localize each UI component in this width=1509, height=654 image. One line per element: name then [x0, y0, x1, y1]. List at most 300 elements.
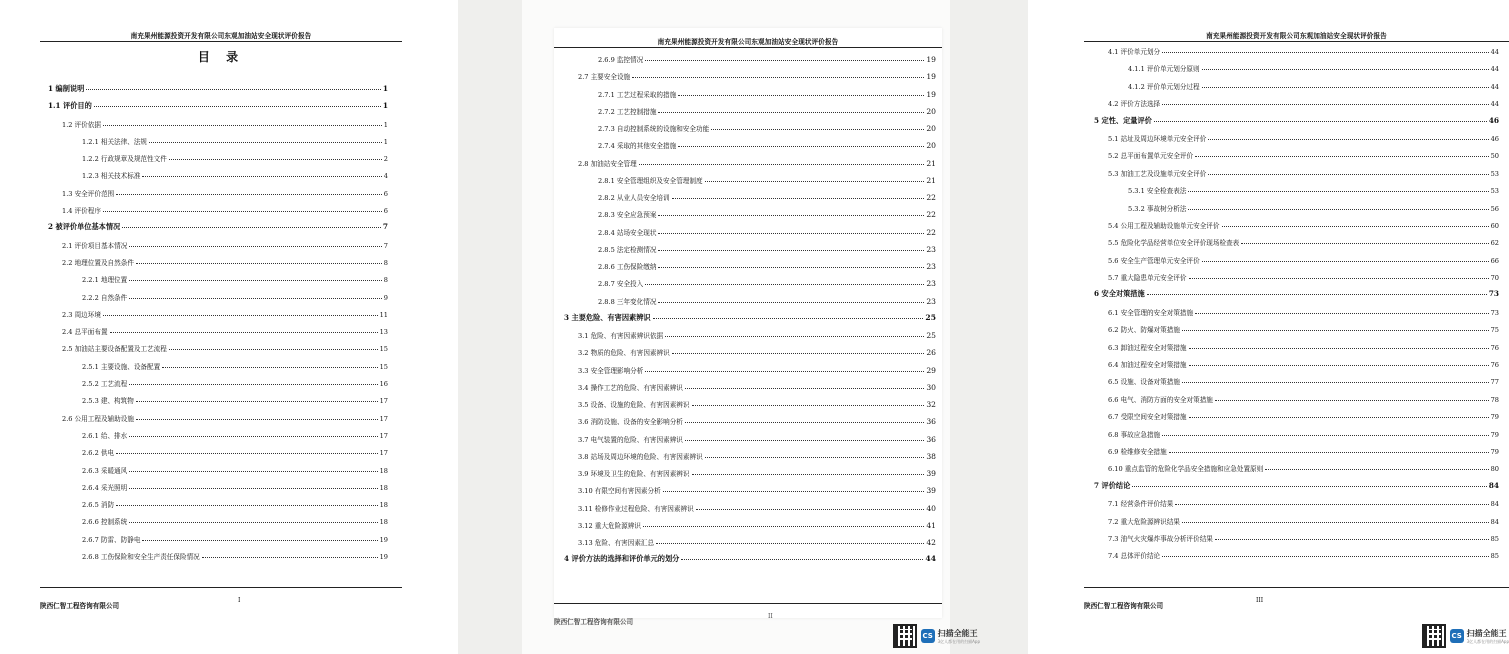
toc-leader-dots [663, 491, 925, 492]
toc-entry-label: 3.12 重大危险源辨识 [578, 521, 641, 530]
toc-list [564, 54, 936, 572]
toc-entry-label: 2.8.1 安全管理组织及安全管理制度 [598, 176, 703, 185]
toc-entry [564, 503, 936, 520]
toc-entry [564, 399, 936, 416]
toc-leader-dots [1202, 87, 1489, 88]
toc-entry [1094, 359, 1499, 376]
toc-entry [1094, 255, 1499, 272]
toc-entry [1094, 550, 1499, 567]
toc-entry-label: 2 被评价单位基本情况 [48, 222, 121, 232]
toc-leader-dots [116, 453, 378, 454]
toc-leader-dots [103, 315, 378, 316]
toc-leader-dots [142, 176, 381, 177]
toc-entry-label: 4.2 评价方法选择 [1108, 100, 1161, 109]
toc-entry-label: 2.5 加油站主要设备配置及工艺流程 [62, 345, 167, 354]
toc-entry [564, 123, 936, 140]
watermark-name: 扫描全能王 [937, 628, 978, 638]
header-rule [554, 47, 942, 48]
toc-entry-label: 6 安全对策措施 [1094, 289, 1145, 299]
toc-entry [564, 175, 936, 192]
toc-entry-label: 1.3 安全评价范围 [62, 189, 115, 198]
toc-entry-page: 70 [1490, 274, 1499, 283]
toc-entry [1094, 168, 1499, 185]
toc-entry [48, 205, 388, 222]
toc-entry [564, 330, 936, 347]
toc-leader-dots [129, 436, 377, 437]
toc-entry-label: 2.8.3 安全应急预案 [598, 211, 657, 220]
toc-entry [564, 434, 936, 451]
toc-leader-dots [1215, 400, 1489, 401]
toc-entry [1094, 220, 1499, 237]
toc-leader-dots [711, 129, 924, 130]
toc-entry-page: 15 [379, 362, 388, 371]
toc-entry [1094, 516, 1499, 533]
toc-entry-label: 6.9 检维修安全措施 [1108, 447, 1167, 456]
toc-leader-dots [705, 181, 925, 182]
page-sheet [40, 22, 402, 614]
toc-entry-page: 73 [1490, 308, 1499, 317]
toc-entry-label: 2.8.5 法定检测情况 [598, 245, 657, 254]
toc-entry-label: 2.7.3 自动控制系统的设施和安全功能 [598, 125, 710, 133]
toc-entry-label: 5.5 危险化学品经营单位安全评价现场检查表 [1108, 239, 1240, 248]
toc-entry [564, 365, 936, 382]
toc-entry-label: 4 评价方法的选择和评价单元的划分 [564, 554, 680, 564]
toc-entry [48, 395, 388, 412]
toc-leader-dots [1162, 104, 1488, 105]
toc-entry-label: 6.1 安全管理的安全对策措施 [1108, 308, 1194, 317]
toc-entry-page: 26 [926, 348, 936, 358]
toc-entry-page: 1 [383, 120, 388, 129]
toc-entry-page: 19 [926, 89, 936, 99]
toc-entry-label: 3.8 站场及周边环境的危险、有害因素辨识 [578, 452, 703, 461]
qr-code-icon [893, 624, 917, 648]
watermark-slogan: 3亿人都在用的扫描App [1466, 638, 1509, 644]
toc-entry-label: 5.3.2 事故树分析法 [1128, 204, 1187, 213]
toc-entry-page: 30 [926, 382, 936, 392]
toc-entry-label: 4.1.1 评价单元划分原则 [1128, 65, 1200, 74]
toc-entry-page: 53 [1490, 187, 1499, 196]
toc-entry [48, 499, 388, 516]
toc-leader-dots [129, 298, 382, 299]
watermark-text [938, 628, 980, 645]
toc-entry [564, 554, 936, 571]
toc-leader-dots [1162, 435, 1488, 436]
toc-leader-dots [1195, 156, 1488, 157]
toc-entry-label: 2.7 主要安全设施 [578, 73, 631, 82]
toc-leader-dots [632, 77, 924, 78]
toc-entry-label: 1 编制说明 [48, 84, 85, 93]
toc-entry [564, 520, 936, 537]
toc-leader-dots [658, 233, 924, 234]
toc-entry [1094, 289, 1499, 306]
toc-leader-dots [129, 471, 377, 472]
toc-entry-page: 8 [383, 258, 388, 267]
camscanner-logo-icon: CS [921, 629, 935, 643]
toc-leader-dots [1147, 294, 1487, 295]
toc-entry-page: 2 [383, 155, 388, 164]
toc-entry [564, 244, 936, 261]
toc-entry [1094, 324, 1499, 341]
toc-title: 目 录 [197, 50, 245, 64]
toc-entry-page: 53 [1490, 169, 1499, 178]
toc-entry-page: 1 [383, 137, 388, 146]
toc-entry-page: 19 [379, 553, 388, 562]
watermark-name: 扫描全能王 [1466, 628, 1507, 638]
toc-entry [1094, 98, 1499, 115]
toc-entry-page: 79 [1490, 430, 1499, 439]
toc-entry [48, 516, 388, 533]
toc-entry [1094, 203, 1499, 220]
toc-entry-label: 1.2 评价依据 [62, 120, 101, 129]
toc-entry [1094, 481, 1499, 498]
toc-entry [564, 71, 936, 88]
toc-entry-label: 2.6.4 采光照明 [82, 483, 128, 492]
toc-entry-label: 3.5 设备、设施的危险、有害因素辨识 [578, 401, 690, 409]
toc-leader-dots [705, 457, 925, 458]
toc-entry [1094, 342, 1499, 359]
toc-leader-dots [1195, 313, 1488, 314]
toc-leader-dots [1265, 469, 1488, 470]
toc-entry-page: 19 [379, 535, 388, 544]
toc-leader-dots [1202, 261, 1489, 262]
toc-entry-label: 2.3 周边环境 [62, 310, 101, 319]
toc-entry-page: 44 [1490, 65, 1499, 74]
toc-entry-label: 3.11 检修作业过程危险、有害因素辨识 [578, 504, 694, 513]
footer-company: 陕西仁智工程咨询有限公司 [554, 618, 634, 626]
toc-entry-page: 18 [379, 518, 388, 527]
toc-entry-page: 18 [379, 501, 388, 510]
toc-entry-label: 2.6 公用工程及辅助设施 [62, 414, 134, 423]
toc-entry-page: 46 [1488, 115, 1499, 125]
toc-entry-page: 7 [382, 222, 388, 232]
toc-entry-label: 2.5.2 工艺流程 [82, 380, 128, 389]
toc-leader-dots [645, 60, 924, 61]
toc-entry-label: 2.6.9 监控情况 [598, 56, 644, 64]
toc-entry-page: 23 [926, 262, 936, 271]
footer-company: 陕西仁智工程咨询有限公司 [40, 602, 120, 610]
toc-entry [48, 326, 388, 343]
footer-page-number: III [1256, 597, 1264, 604]
toc-entry-label: 2.2 地理位置及自然条件 [62, 258, 134, 267]
toc-leader-dots [658, 250, 924, 251]
toc-entry-page: 73 [1488, 289, 1499, 299]
toc-entry-page: 13 [379, 328, 388, 337]
toc-entry [1094, 116, 1499, 133]
toc-leader-dots [1182, 382, 1489, 383]
toc-entry-page: 44 [1490, 48, 1499, 56]
toc-entry-page: 18 [379, 483, 388, 492]
toc-entry [1094, 150, 1499, 167]
running-header: 南充果州能源投资开发有限公司东观加油站安全现状评价报告 [657, 38, 839, 46]
toc-entry [48, 361, 388, 378]
toc-entry-label: 2.2.1 地理位置 [82, 276, 128, 285]
toc-entry-page: 23 [926, 244, 936, 254]
watermark-slogan: 3亿人都在用的扫描App [937, 638, 980, 644]
gutter [458, 0, 522, 654]
toc-entry-page: 85 [1490, 552, 1499, 561]
toc-entry [1094, 272, 1499, 289]
toc-entry [564, 261, 936, 278]
toc-entry-label: 5.2 总平面布置单元安全评价 [1108, 152, 1194, 161]
toc-entry-label: 1.4 评价程序 [62, 207, 101, 216]
toc-entry [48, 292, 388, 309]
toc-entry-page: 20 [926, 124, 936, 133]
toc-entry-page: 18 [379, 466, 388, 475]
toc-entry-label: 3.3 安全管理影响分析 [578, 366, 644, 375]
toc-entry-label: 7.3 油气火灾爆炸事故分析评价结果 [1108, 534, 1213, 543]
toc-entry-page: 20 [926, 106, 936, 116]
toc-entry [564, 227, 936, 244]
toc-entry-page: 76 [1490, 343, 1499, 352]
toc-entry [1094, 446, 1499, 463]
footer-rule [1084, 587, 1509, 588]
toc-entry-label: 2.5.3 建、构筑物 [82, 397, 134, 406]
toc-entry-page: 66 [1490, 256, 1499, 265]
toc-list [48, 84, 388, 568]
toc-entry-label: 3.10 有限空间有害因素分析 [578, 487, 661, 496]
toc-entry-label: 2.8.4 站场安全现状 [598, 228, 657, 237]
toc-leader-dots [1188, 191, 1488, 192]
toc-entry-page: 22 [926, 210, 936, 220]
toc-entry [48, 482, 388, 499]
toc-leader-dots [129, 488, 377, 489]
toc-entry [564, 451, 936, 468]
toc-entry-page: 77 [1490, 378, 1499, 387]
toc-entry-page: 32 [926, 400, 936, 409]
toc-entry [48, 465, 388, 482]
toc-entry [48, 240, 388, 257]
toc-entry-page: 17 [379, 431, 388, 440]
toc-entry-page: 15 [379, 345, 388, 354]
toc-leader-dots [169, 159, 382, 160]
toc-leader-dots [1162, 556, 1488, 557]
toc-entry [564, 382, 936, 399]
toc-leader-dots [639, 164, 925, 165]
toc-leader-dots [658, 267, 924, 268]
toc-leader-dots [1175, 504, 1488, 505]
toc-leader-dots [653, 318, 924, 319]
toc-entry [48, 430, 388, 447]
toc-entry-page: 80 [1490, 465, 1499, 474]
toc-leader-dots [1154, 121, 1487, 122]
toc-entry-label: 5.1 站址及周边环境单元安全评价 [1108, 134, 1207, 143]
toc-entry-label: 2.8.2 从业人员安全培训 [598, 194, 670, 202]
toc-entry-page: 17 [379, 397, 388, 406]
toc-entry [48, 257, 388, 274]
toc-entry-page: 79 [1490, 447, 1499, 456]
toc-entry-label: 2.5.1 主要设施、设备配置 [82, 362, 161, 371]
toc-entry-page: 25 [925, 312, 936, 322]
toc-entry-page: 22 [926, 227, 936, 237]
toc-entry-page: 39 [926, 486, 936, 496]
toc-leader-dots [658, 112, 924, 113]
toc-entry-page: 29 [926, 365, 936, 375]
toc-entry-page: 6 [383, 189, 388, 198]
toc-entry-page: 4 [383, 172, 388, 181]
toc-leader-dots [1182, 330, 1489, 331]
toc-leader-dots [1188, 209, 1488, 210]
header-rule [1084, 41, 1509, 42]
toc-leader-dots [129, 384, 377, 385]
toc-leader-dots [658, 215, 924, 216]
toc-entry-page: 21 [926, 158, 936, 168]
toc-entry-label: 2.8.7 安全投入 [598, 280, 644, 289]
toc-entry-page: 44 [925, 554, 936, 564]
document-page-2 [522, 0, 980, 654]
toc-entry-label: 6.7 受限空间安全对策措施 [1108, 413, 1187, 422]
toc-entry-label: 6.4 加油过程安全对策措施 [1108, 361, 1187, 370]
toc-leader-dots [142, 540, 377, 541]
toc-entry [48, 188, 388, 205]
toc-entry [48, 413, 388, 430]
header-rule [40, 41, 402, 42]
toc-entry-label: 7.2 重大危险源辨识结果 [1108, 517, 1180, 526]
toc-entry-page: 17 [379, 414, 388, 423]
toc-entry [48, 551, 388, 568]
toc-entry-label: 2.4 总平面布置 [62, 328, 108, 337]
toc-entry-page: 21 [926, 175, 936, 185]
document-page-1 [0, 0, 458, 654]
toc-leader-dots [685, 422, 924, 423]
toc-entry-label: 7.4 总体评价结论 [1108, 552, 1161, 561]
toc-leader-dots [86, 89, 381, 90]
toc-leader-dots [103, 125, 382, 126]
toc-leader-dots [122, 227, 381, 228]
toc-leader-dots [1189, 348, 1489, 349]
page-sheet [1084, 22, 1509, 614]
toc-entry [564, 537, 936, 554]
toc-entry-page: 76 [1490, 361, 1499, 370]
toc-leader-dots [678, 95, 924, 96]
toc-entry-label: 4.1.2 评价单元划分过程 [1128, 82, 1200, 91]
toc-entry-label: 2.8.8 三年变化情况 [598, 297, 657, 306]
page-sheet [554, 28, 942, 626]
toc-entry-page: 25 [926, 331, 936, 340]
footer-page-number: II [768, 613, 773, 620]
toc-entry [564, 140, 936, 157]
toc-entry-label: 3.2 物质的危险、有害因素辨识 [578, 349, 670, 358]
toc-leader-dots [1162, 52, 1488, 53]
toc-entry [564, 192, 936, 209]
toc-entry-page: 56 [1490, 204, 1499, 213]
toc-entry-label: 4.1 评价单元划分 [1108, 48, 1161, 56]
toc-entry [564, 347, 936, 364]
toc-leader-dots [202, 557, 378, 558]
toc-entry-label: 1.2.3 相关技术标准 [82, 172, 141, 181]
gutter [950, 0, 1028, 654]
toc-entry-label: 6.2 防火、防爆对策措施 [1108, 326, 1180, 335]
toc-leader-dots [1208, 139, 1488, 140]
toc-entry-page: 38 [926, 451, 936, 461]
toc-entry-label: 2.1 评价项目基本情况 [62, 241, 128, 250]
toc-leader-dots [658, 302, 924, 303]
toc-entry [564, 468, 936, 485]
toc-leader-dots [1215, 539, 1489, 540]
toc-entry [1094, 463, 1499, 480]
toc-entry-page: 11 [379, 310, 388, 319]
toc-leader-dots [696, 509, 925, 510]
toc-entry [564, 158, 936, 175]
toc-entry [1094, 376, 1499, 393]
toc-entry [48, 534, 388, 551]
toc-entry [48, 378, 388, 395]
running-header: 南充果州能源投资开发有限公司东观加油站安全现状评价报告 [130, 32, 312, 40]
toc-leader-dots [645, 371, 924, 372]
toc-entry [1094, 533, 1499, 550]
toc-entry [1094, 411, 1499, 428]
toc-entry [564, 313, 936, 330]
toc-entry-label: 3 主要危险、有害因素辨识 [564, 312, 651, 322]
toc-entry [48, 309, 388, 326]
toc-entry [564, 54, 936, 71]
toc-entry-label: 1.2.1 相关法律、法规 [82, 137, 148, 146]
toc-leader-dots [1222, 226, 1489, 227]
toc-entry [1094, 307, 1499, 324]
toc-entry-label: 1.1 评价目的 [48, 101, 92, 111]
toc-entry [48, 447, 388, 464]
toc-entry [1094, 46, 1499, 63]
toc-entry-page: 85 [1490, 534, 1499, 543]
toc-entry-label: 2.7.4 采取的其他安全措施 [598, 142, 677, 151]
footer-page-number: I [238, 597, 241, 604]
toc-entry-page: 40 [926, 503, 936, 513]
toc-entry [564, 416, 936, 433]
toc-entry-page: 78 [1490, 395, 1499, 404]
toc-leader-dots [643, 526, 924, 527]
toc-leader-dots [665, 336, 924, 337]
toc-entry [1094, 81, 1499, 98]
toc-leader-dots [103, 211, 382, 212]
toc-leader-dots [1189, 278, 1489, 279]
toc-entry-label: 3.4 操作工艺的危险、有害因素辨识 [578, 383, 683, 392]
toc-entry [48, 119, 388, 136]
toc-leader-dots [136, 401, 378, 402]
toc-entry-page: 7 [383, 241, 388, 250]
running-header: 南充果州能源投资开发有限公司东观加油站安全现状评价报告 [1206, 32, 1387, 40]
scanner-watermark [893, 624, 980, 648]
toc-entry-label: 3.7 电气装置的危险、有害因素辨识 [578, 435, 683, 444]
watermark-text [1467, 628, 1509, 645]
toc-entry-page: 23 [926, 279, 936, 289]
toc-entry-label: 3.13 危险、有害因素汇总 [578, 539, 655, 547]
toc-entry-label: 2.2.2 自然条件 [82, 293, 128, 302]
toc-leader-dots [116, 505, 378, 506]
toc-entry-page: 84 [1490, 500, 1499, 509]
toc-entry [1094, 394, 1499, 411]
toc-leader-dots [162, 367, 377, 368]
toc-leader-dots [169, 349, 378, 350]
toc-leader-dots [116, 194, 382, 195]
toc-entry-page: 1 [382, 101, 388, 111]
toc-entry-label: 2.7.2 工艺控制措施 [598, 107, 657, 116]
toc-entry-label: 5.6 安全生产管理单元安全评价 [1108, 256, 1200, 265]
toc-entry-label: 2.6.1 给、排水 [82, 431, 128, 440]
toc-entry [48, 170, 388, 187]
toc-leader-dots [685, 388, 924, 389]
footer-rule [40, 587, 402, 588]
toc-entry-label: 2.6.6 控制系统 [82, 518, 128, 527]
toc-list [1094, 46, 1499, 568]
toc-leader-dots [656, 543, 924, 544]
toc-entry [48, 101, 388, 118]
toc-entry-page: 44 [1490, 100, 1499, 109]
toc-leader-dots [692, 405, 925, 406]
qr-code-icon [1422, 624, 1446, 648]
toc-entry [48, 343, 388, 360]
toc-entry-label: 6.10 重点监管的危险化学品安全措施和应急处置原则 [1108, 465, 1264, 474]
toc-entry-label: 1.2.2 行政规章及规范性文件 [82, 155, 167, 164]
toc-entry-page: 75 [1490, 326, 1499, 335]
